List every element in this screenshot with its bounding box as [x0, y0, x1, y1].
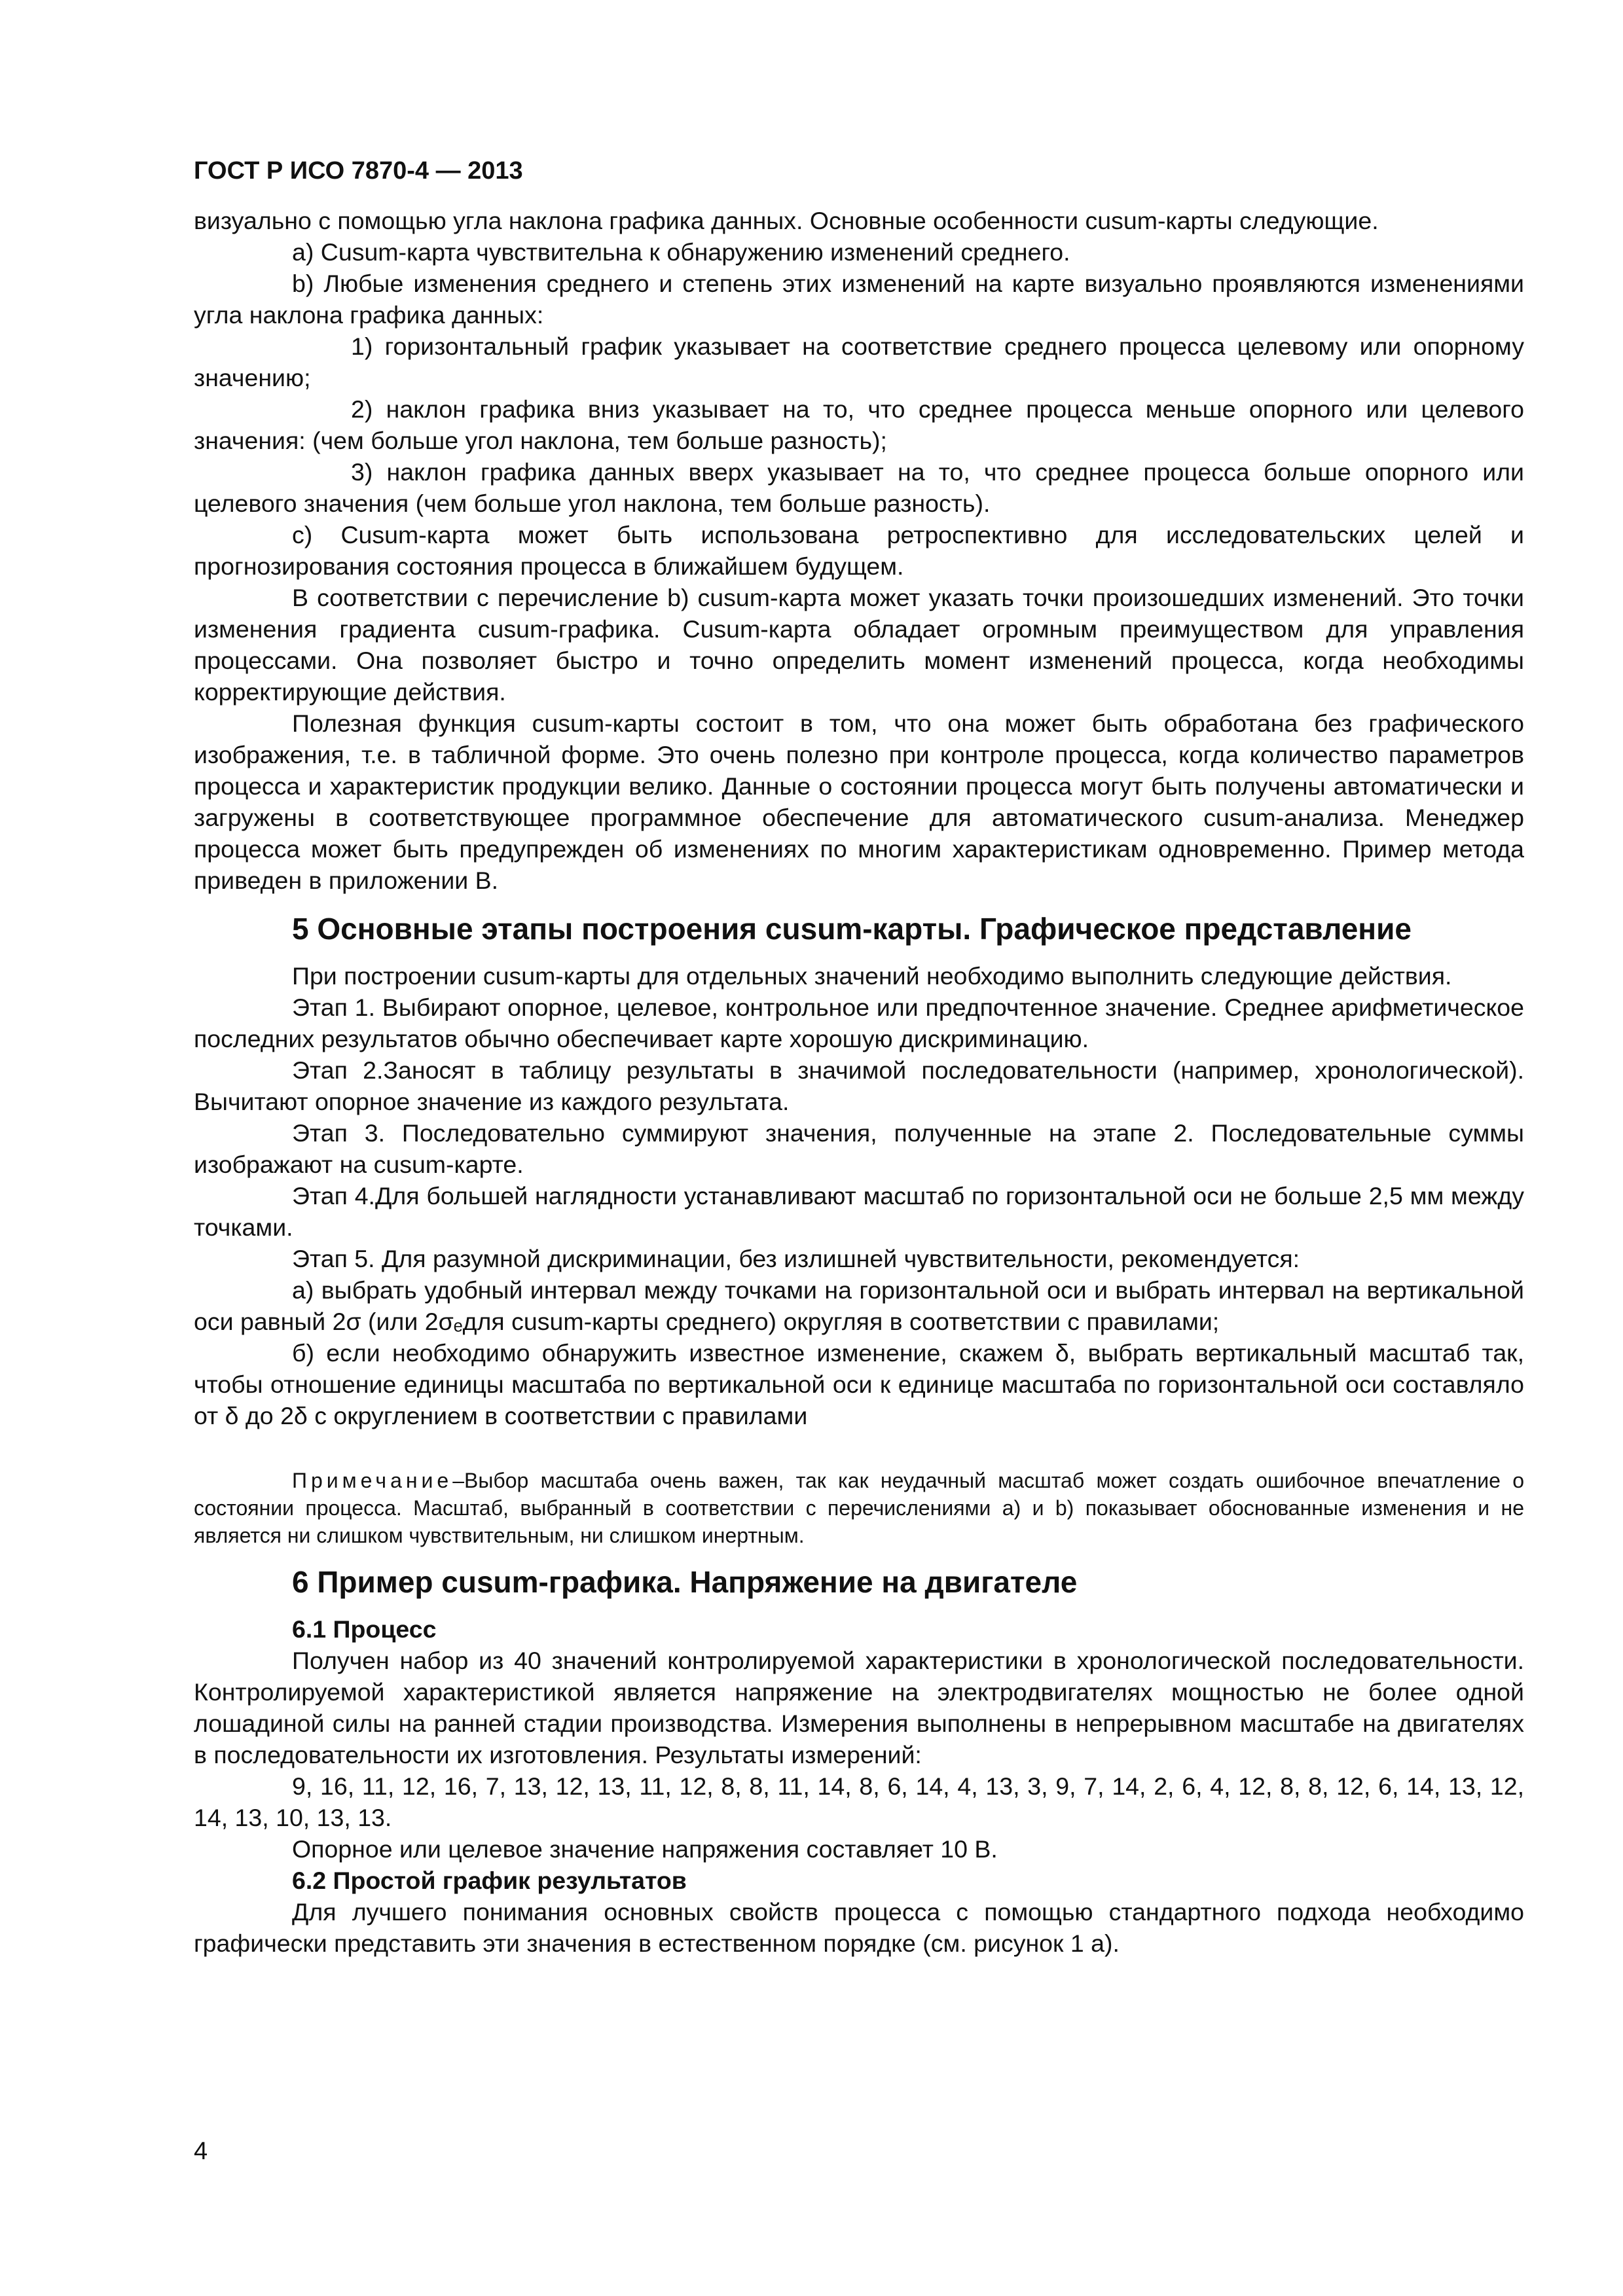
- page-number: 4: [194, 2138, 208, 2165]
- paragraph: При построении cusum-карты для отдельных значений необходимо выполнить следующие действия.: [292, 962, 1452, 990]
- step-1: Этап 1. Выбирают опорное, целевое, контрольное или предпочтенное значение. Среднее арифметическое последних результатов обычно обеспечивает карте хорошую дискриминацию.: [194, 994, 1524, 1052]
- step-2: Этап 2.Заносят в таблицу результаты в значимой последовательности (например, хронологической). Вычитают опорное значение из каждого результата.: [194, 1056, 1524, 1115]
- running-header: ГОСТ Р ИСО 7870-4 — 2013: [194, 157, 523, 185]
- paragraph: Полезная функция cusum-карты состоит в том, что она может быть обработана без графического изображения, т.е. в табличной форме. Это очень полезно при контроле процесса, когда количество параметров процесса и характеристик продукции велико. Данные о состоянии процесса могут быть получены автоматически и загружены в соответствующее программное обеспечение для автоматического cusum-анализа. Менеджер процесса может быть предупрежден об изменениях по многим характеристикам одновременно. Пример метода приведен в приложении В.: [194, 709, 1524, 894]
- subsection-6-2-heading: 6.2 Простой график результатов: [292, 1867, 687, 1894]
- step-4: Этап 4.Для большей наглядности устанавливают масштаб по горизонтальной оси не больше 2,5 мм между точками.: [194, 1182, 1524, 1241]
- note-label: Примечание: [292, 1469, 453, 1492]
- document-page: [194, 157, 1524, 1959]
- list-item-b2: 2) наклон графика вниз указывает на то, что среднее процесса меньше опорного или целевого значения: (чем больше угол наклона, тем больше разность);: [194, 395, 1524, 454]
- section-6-heading: 6 Пример cusum-графика. Напряжение на двигателе: [292, 1565, 1078, 1599]
- note-text: –Выбор масштаба очень важен, так как неудачный масштаб может создать ошибочное впечатление о состоянии процесса. Масштаб, выбранный в соответствии с перечислениями а) и b) показывает обоснованные изменения и не является ни слишком чувствительным, ни слишком инертным.: [194, 1469, 1524, 1547]
- measurement-values: 9, 16, 11, 12, 16, 7, 13, 12, 13, 11, 12, 8, 8, 11, 14, 8, 6, 14, 4, 13, 3, 9, 7, 14, 2, 6, 4, 12, 8, 8, 12, 6, 14, 13, 12, 14, 13, 10, 13, 13.: [194, 1772, 1524, 1831]
- note: [194, 1467, 1524, 1549]
- list-item-a: a) Cusum-карта чувствительна к обнаружению изменений среднего.: [292, 238, 1070, 266]
- step-5a: а) выбрать удобный интервал между точками на горизонтальной оси и выбрать интервал на вертикальной оси равный 2σ (или 2σₑдля cusum-карты среднего) округляя в соответствии с правилами;: [194, 1276, 1524, 1335]
- subsection-6-1-heading: 6.1 Процесс: [292, 1615, 437, 1643]
- paragraph: Для лучшего понимания основных свойств процесса с помощью стандартного подхода необходимо графически представить эти значения в естественном порядке (см. рисунок 1 а).: [194, 1898, 1524, 1957]
- paragraph: Получен набор из 40 значений контролируемой характеристики в хронологической последовательности. Контролируемой характеристикой является напряжение на электродвигателях мощностью не более одной лошадиной силы на ранней стадии производства. Измерения выполнены в непрерывном масштабе на двигателях в последовательности их изготовления. Результаты измерений:: [194, 1647, 1524, 1768]
- list-item-b: b) Любые изменения среднего и степень этих изменений на карте визуально проявляются изменениями угла наклона графика данных:: [194, 270, 1524, 329]
- list-item-b3: 3) наклон графика данных вверх указывает на то, что среднее процесса больше опорного или целевого значения (чем больше угол наклона, тем больше разность).: [194, 458, 1524, 517]
- list-item-b1: 1) горизонтальный график указывает на соответствие среднего процесса целевому или опорному значению;: [194, 332, 1524, 391]
- paragraph: визуально с помощью угла наклона графика данных. Основные особенности cusum-карты следующие.: [194, 207, 1379, 234]
- step-3: Этап 3. Последовательно суммируют значения, полученные на этапе 2. Последовательные суммы изображают на cusum-карте.: [194, 1119, 1524, 1178]
- step-5b: б) если необходимо обнаружить известное изменение, скажем δ, выбрать вертикальный масштаб так, чтобы отношение единицы масштаба по вертикальной оси к единице масштаба по горизонтальной оси составляло от δ до 2δ с округлением в соответствии с правилами: [194, 1339, 1524, 1429]
- paragraph: В соответствии с перечисление b) cusum-карта может указать точки произошедших изменений. Это точки изменения градиента cusum-графика. Cusum-карта обладает огромным преимуществом для управления процессами. Она позволяет быстро и точно определить момент изменений процесса, когда необходимы корректирующие действия.: [194, 584, 1524, 706]
- reference-value: Опорное или целевое значение напряжения составляет 10 В.: [292, 1835, 998, 1863]
- step-5: Этап 5. Для разумной дискриминации, без излишней чувствительности, рекомендуется:: [292, 1245, 1300, 1272]
- section-5-heading: 5 Основные этапы построения cusum-карты. Графическое представление: [292, 912, 1412, 946]
- list-item-c: c) Cusum-карта может быть использована ретроспективно для исследовательских целей и прогнозирования состояния процесса в ближайшем будущем.: [194, 521, 1524, 580]
